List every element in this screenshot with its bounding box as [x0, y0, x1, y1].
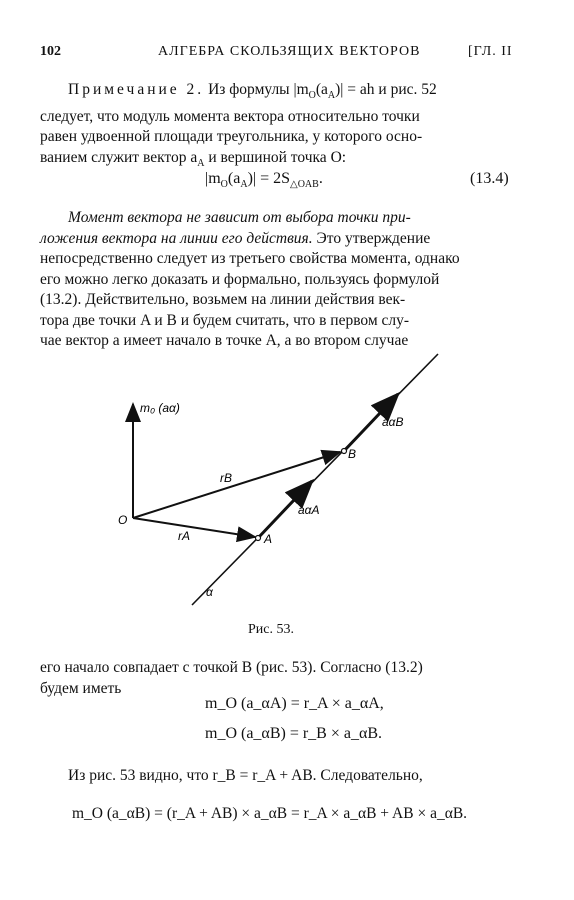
note-text-2: (a [315, 81, 328, 98]
figure-caption: Рис. 53. [248, 622, 294, 637]
label-alpha: α [206, 585, 213, 599]
eq-part: . [318, 170, 323, 187]
subscript: A [197, 157, 205, 169]
eq-sub: A [240, 179, 248, 191]
label-A: A [264, 532, 273, 546]
text-line: чае вектор a имеет начало в точке A, а во втором случае [40, 332, 409, 349]
text-line: следует, что модуль момента вектора относительно точки [40, 107, 420, 125]
text-line: равен удвоенной площади треугольника, у которого осно- [40, 128, 423, 146]
paragraph-after-figure [40, 658, 531, 699]
note-text: Из формулы |m [208, 81, 309, 98]
eq-sub: O [220, 179, 228, 191]
label-a-alphaB: aαB [382, 415, 404, 429]
paragraph-derivation [40, 766, 531, 787]
eq-part: |m [205, 170, 221, 187]
note-label: Примечание 2. [68, 81, 205, 98]
text-line-end: и вершиной точка O: [208, 148, 347, 166]
figure-53 [0, 340, 574, 620]
equation-mB: m_O (a_αB) = r_B × a_αB. [205, 725, 383, 742]
text-line: ванием служит вектор a [40, 148, 198, 166]
vector-rA [133, 518, 255, 537]
equation-mA: m_O (a_αA) = r_A × a_αA, [205, 695, 384, 712]
label-rB: rB [220, 471, 232, 485]
label-m0: m₀ (aα) [140, 401, 180, 415]
equation-13-4 [205, 170, 323, 190]
eq-part: )| = 2S [247, 170, 291, 187]
eq-part: (a [227, 170, 241, 187]
label-a-alphaA: aαA [298, 503, 320, 517]
page-number: 102 [40, 44, 61, 59]
text-line: тора две точки A и B и будем считать, что в первом слу- [40, 311, 410, 329]
text-line: будем иметь [40, 679, 122, 697]
text-line: Из рис. 53 видно, что r_B = r_A + AB. Следовательно, [68, 767, 423, 784]
label-rA: rA [178, 529, 190, 543]
eq-sub: △OAB [290, 179, 319, 191]
equation-final: m_O (a_αB) = (r_A + AB) × a_αB = r_A × a_αB + AB × a_αB. [72, 805, 468, 822]
text-line-italic: ложения вектора на линии его действия. [40, 229, 313, 247]
paragraph-note [40, 80, 531, 174]
text-line: его начало совпадает с точкой B (рис. 53). Согласно (13.2) [40, 659, 423, 676]
subscript: A [327, 90, 336, 102]
equation-number: (13.4) [470, 170, 509, 187]
point-A [256, 536, 261, 541]
label-O: O [118, 513, 128, 527]
text-line: Момент вектора не зависит от выбора точки при- [68, 209, 411, 226]
text-line: Это утверждение [316, 229, 431, 247]
chapter-marker: [ГЛ. II [468, 44, 513, 59]
running-title: АЛГЕБРА СКОЛЬЗЯЩИХ ВЕКТОРОВ [158, 44, 421, 59]
note-text-3: )| = ah и рис. 52 [335, 81, 437, 98]
point-B [342, 449, 347, 454]
text-line: непосредственно следует из третьего свойства момента, однако [40, 250, 460, 267]
paragraph-moment [40, 208, 531, 352]
text-line: (13.2). Действительно, возьмем на линии действия век- [40, 291, 406, 308]
label-B: B [348, 447, 357, 461]
subscript: O [308, 90, 316, 102]
text-line: его можно легко доказать и формально, пользуясь формулой [40, 270, 440, 288]
